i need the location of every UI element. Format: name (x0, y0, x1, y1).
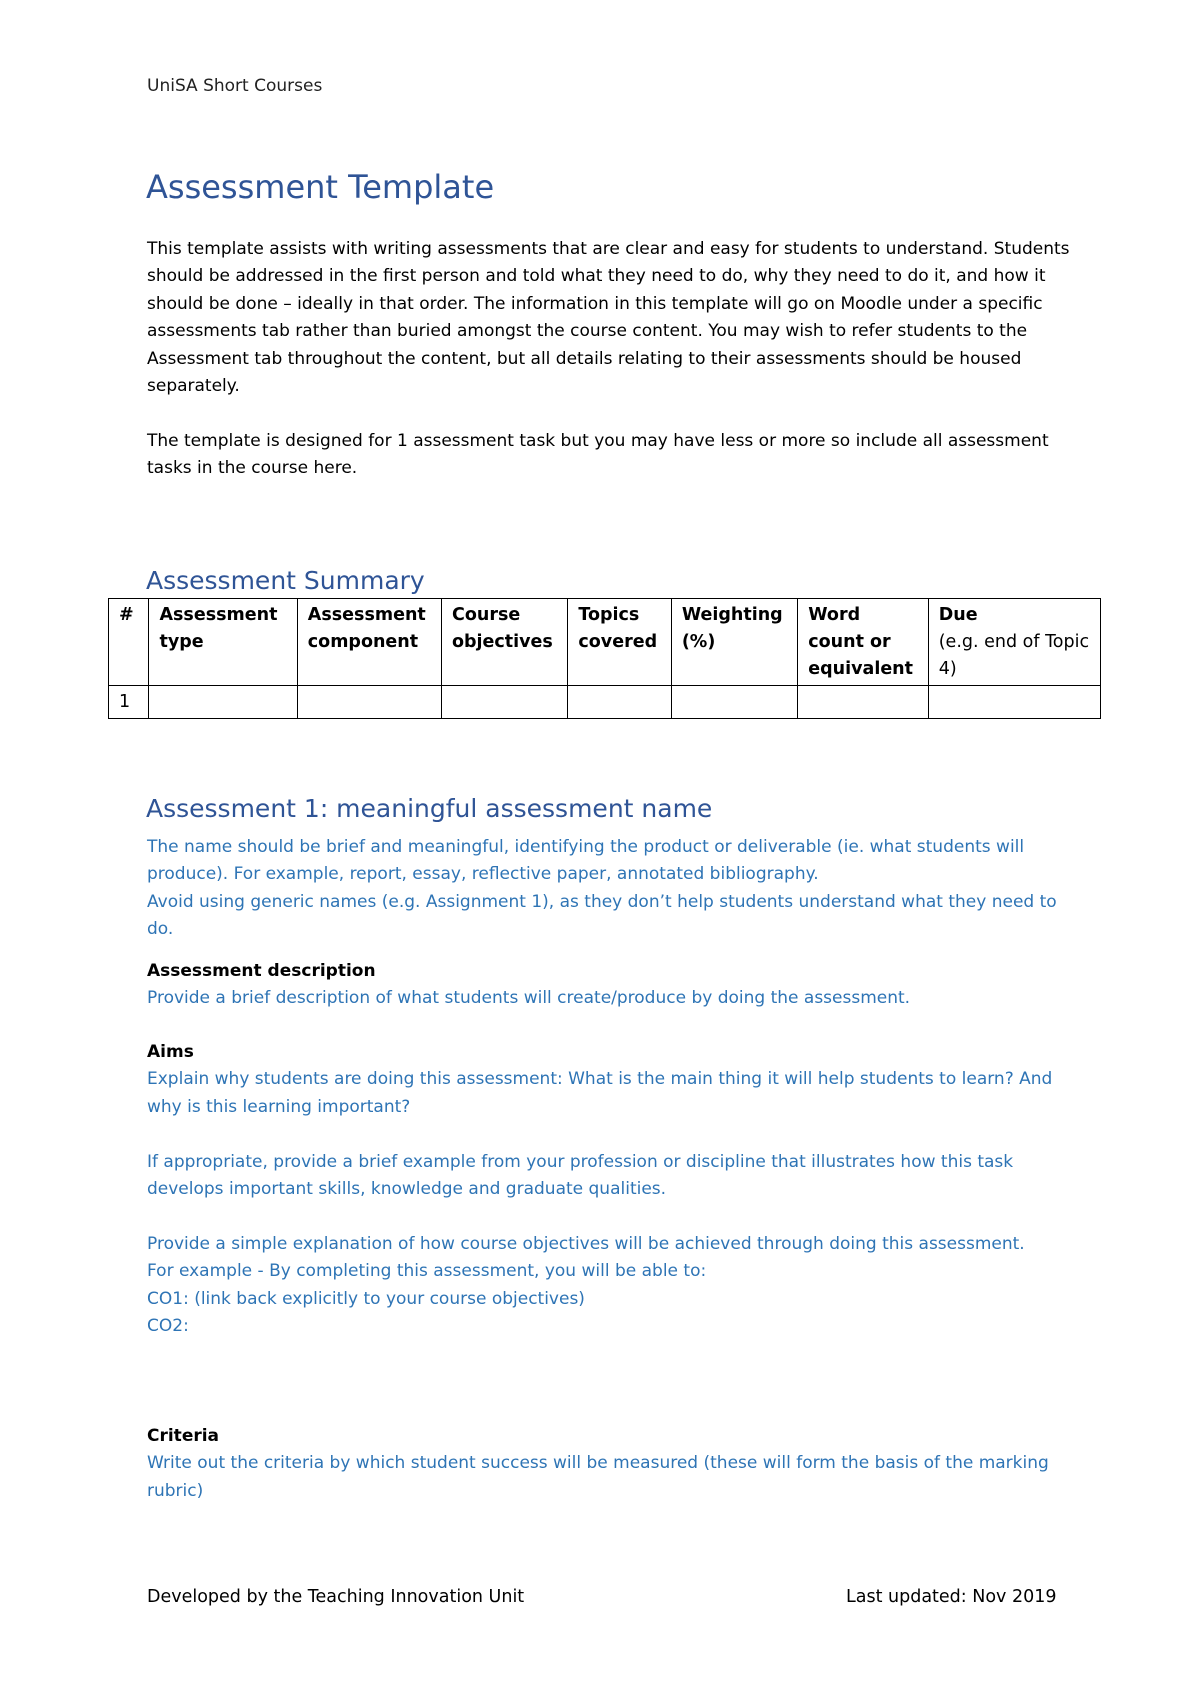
description-section (147, 958, 1087, 1013)
cell-due (928, 686, 1100, 719)
intro-paragraph-2: The template is designed for 1 assessment task but you may have less or more so include all assessment tasks in the course here. (147, 430, 1049, 479)
description-text: Provide a brief description of what students will create/produce by doing the assessment. (147, 988, 911, 1009)
intro-section (147, 236, 1087, 510)
aims-co1: CO1: (link back explicitly to your course objectives) (147, 1288, 585, 1309)
name-guidance-text-2: Avoid using generic names (e.g. Assignment 1), as they don’t help students understand what they need to do. (147, 891, 1057, 940)
cell-component (297, 686, 441, 719)
criteria-heading: Criteria (147, 1426, 220, 1446)
column-header-topics: Topics covered (568, 599, 671, 686)
aims-text-1: Explain why students are doing this assessment: What is the main thing it will help students to learn? And why is this learning important? (147, 1069, 1053, 1117)
cell-type (149, 686, 297, 719)
page-header: UniSA Short Courses (147, 76, 323, 96)
column-header-component: Assessment component (297, 599, 441, 686)
column-header-objectives: Course objectives (442, 599, 568, 686)
table-header-row (109, 599, 1101, 686)
column-header-weighting: Weighting (%) (671, 599, 797, 686)
cell-topics (568, 686, 671, 719)
name-guidance (147, 834, 1087, 944)
column-header-type: Assessment type (149, 599, 297, 686)
table-row (109, 686, 1101, 719)
description-heading: Assessment description (147, 961, 376, 981)
footer-developer: Developed by the Teaching Innovation Unit (147, 1587, 525, 1607)
cell-objectives (442, 686, 568, 719)
cell-weighting (671, 686, 797, 719)
aims-text-4: For example - By completing this assessment, you will be able to: (147, 1261, 707, 1282)
assessment-summary-heading: Assessment Summary (146, 566, 425, 595)
cell-number: 1 (109, 686, 149, 719)
criteria-text: Write out the criteria by which student success will be measured (these will form the basis of the marking rubric) (147, 1453, 1049, 1501)
assessment-summary-table (108, 598, 1101, 719)
assessment-1-heading: Assessment 1: meaningful assessment name (146, 794, 713, 823)
aims-text-3: Provide a simple explanation of how course objectives will be achieved through doing this assessment. (147, 1233, 1025, 1254)
column-header-wordcount: Word count or equivalent (798, 599, 928, 686)
due-label: Due (938, 605, 978, 625)
name-guidance-text-1: The name should be brief and meaningful, identifying the product or deliverable (ie. what students will produce). For example, report, essay, reflective paper, annotated bibliography. (147, 837, 1025, 885)
criteria-section (147, 1423, 1087, 1505)
intro-paragraph-1: This template assists with writing assessments that are clear and easy for students to understand. Students should be addressed in the first person and told what they need to do, why they need to do it, and how it should be done – ideally in that order. The information in this template will go on Moodle under a specific assessments tab rather than buried amongst the course content. You may wish to refer students to the Assessment tab throughout the content, but all details relating to their assessments should be housed separately. (147, 239, 1070, 397)
aims-section (147, 1039, 1087, 1340)
aims-co2: CO2: (147, 1316, 189, 1337)
cell-wordcount (798, 686, 928, 719)
column-header-number: # (109, 599, 149, 686)
footer-last-updated: Last updated: Nov 2019 (846, 1587, 1057, 1607)
aims-text-2: If appropriate, provide a brief example from your profession or discipline that illustrates how this task develops important skills, knowledge and graduate qualities. (147, 1151, 1014, 1200)
column-header-due (928, 599, 1100, 686)
due-note: (e.g. end of Topic 4) (938, 632, 1090, 679)
document-title: Assessment Template (146, 168, 495, 206)
aims-heading: Aims (147, 1042, 194, 1062)
